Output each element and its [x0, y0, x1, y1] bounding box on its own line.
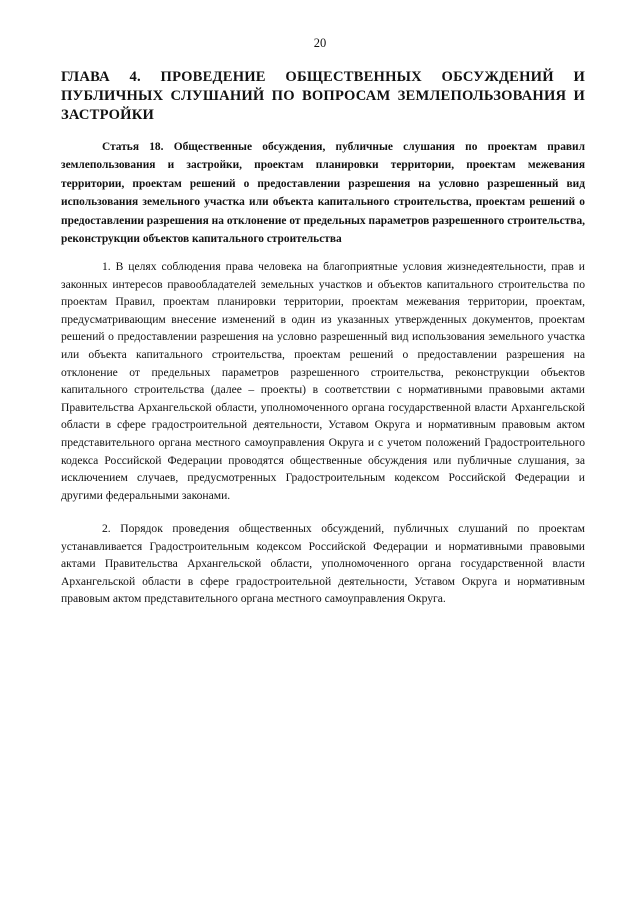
article-title: Статья 18. Общественные обсуждения, публичные слушания по проектам правил землепользования и застройки, проектам планировки территории, проектам межевания территории, проектам решений о предоставлении разрешения на условно разрешенный вид использования земельного участка или объекта капитального строительства, проектам решений о предоставлении разрешения на отклонение от предельных параметров разрешенного строительства, реконструкции объектов капитального строительства — [61, 141, 585, 246]
article-paragraph-1: 1. В целях соблюдения права человека на благоприятные условия жизнедеятельности, прав и законных интересов правообладателей земельных участков и объектов капитального строительства по проектам Правил, проектам планировки территории, проектам межевания территории, проектам, предусматривающим внесение изменений в один из указанных утвержденных документов, проектам решений о предоставлении разрешения на условно разрешенный вид использования земельного участка или объекта капитального строительства, проектам решений о предоставлении разрешения на отклонение от предельных параметров разрешенного строительства, реконструкции объектов капитального строительства (далее – проекты) в соответствии с нормативными правовыми актами Правительства Архангельской области, уполномоченного органа государственной власти Архангельской области в сфере градостроительной деятельности, Уставом Округа и нормативным правовым актом представительного органа местного самоуправления Округа и с учетом положений Градостроительного кодекса Российской Федерации проводятся общественные обсуждения или публичные слушания, за исключением случаев, предусмотренных Градостроительным кодексом Российской Федерации и другими федеральными законами. — [61, 260, 585, 502]
chapter-title: ГЛАВА 4. ПРОВЕДЕНИЕ ОБЩЕСТВЕННЫХ ОБСУЖДЕНИЙ И ПУБЛИЧНЫХ СЛУШАНИЙ ПО ВОПРОСАМ ЗЕМЛЕПОЛЬЗОВАНИЯ И ЗАСТРОЙКИ — [61, 69, 585, 123]
article-paragraph-2: 2. Порядок проведения общественных обсуждений, публичных слушаний по проектам устанавливается Градостроительным кодексом Российской Федерации и нормативными правовыми актами Правительства Архангельской области, уполномоченного органа государственной власти Архангельской области в сфере градостроительной деятельности, Уставом Округа и нормативным правовым актом представительного органа местного самоуправления Округа. — [61, 522, 585, 606]
page-number: 20 — [313, 36, 327, 50]
